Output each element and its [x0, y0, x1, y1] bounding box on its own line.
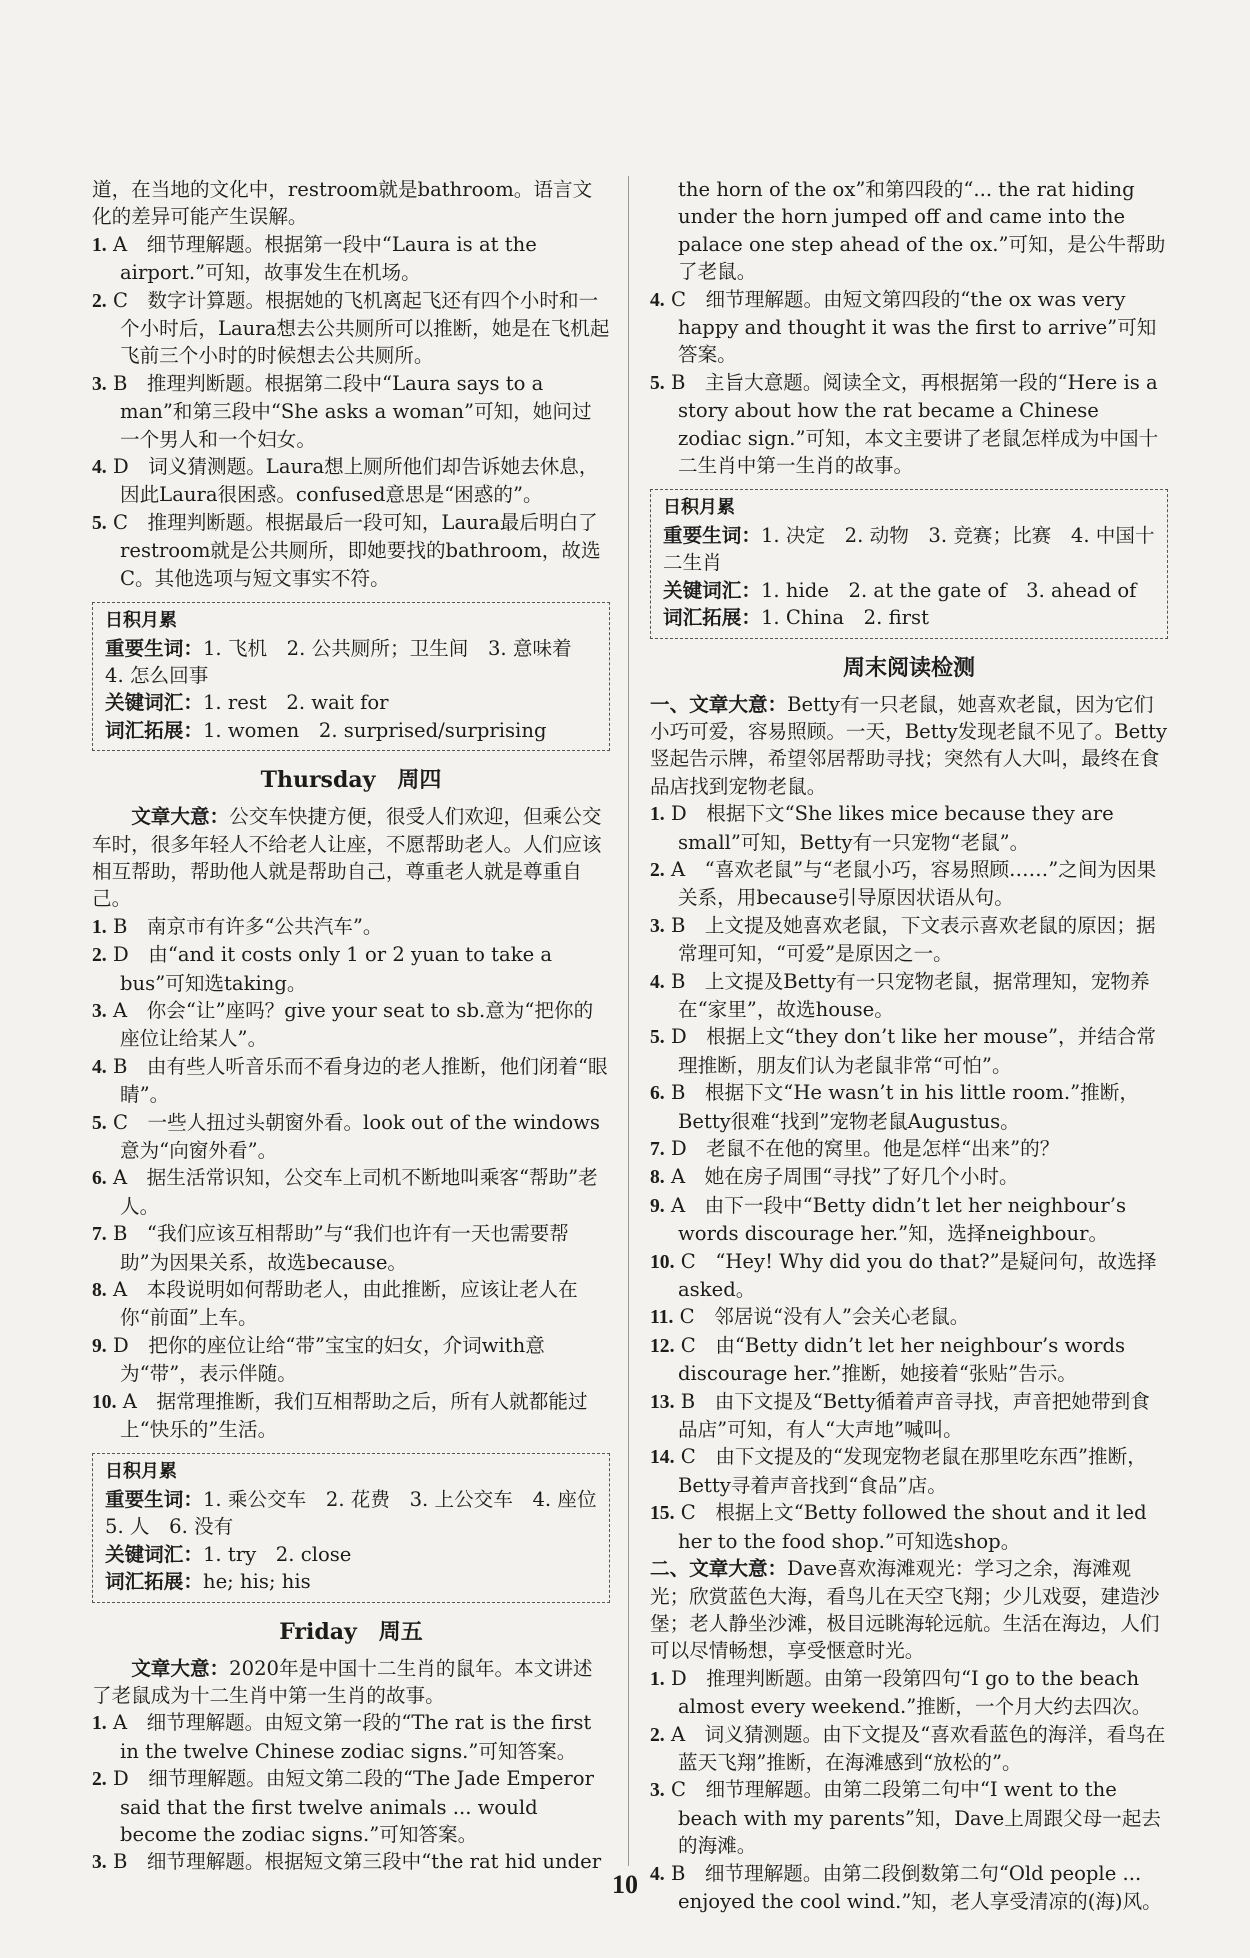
- answer-number: 1.: [92, 1713, 107, 1735]
- answer-text: A 据生活常识知，公交车上司机不断地叫乘客“帮助”老人。: [112, 1166, 598, 1218]
- answer-item: [92, 1388, 610, 1444]
- answer-number: 3.: [650, 1780, 665, 1802]
- answer-text: B 上文提及Betty有一只宠物老鼠，据常理知，宠物养在“家里”，故选house。: [670, 969, 1150, 1021]
- answer-number: 3.: [92, 373, 107, 395]
- answer-item: [92, 913, 610, 941]
- answer-item: [650, 1665, 1168, 1721]
- answer-item: [92, 1332, 610, 1388]
- answer-number: 12.: [650, 1335, 675, 1357]
- answer-item: [650, 1163, 1168, 1191]
- answer-text: D 细节理解题。由短文第二段的“The Jade Emperor said that the first twelve animals ... would become the zodiac signs.”可知答案。: [112, 1767, 594, 1846]
- answer-item: [92, 453, 610, 509]
- answer-number: 9.: [92, 1335, 107, 1357]
- answer-item: [92, 1220, 610, 1276]
- thursday-summary: 文章大意：公交车快捷方便，很受人们欢迎，但乘公交车时，很多年轻人不给老人让座，不愿帮助老人。人们应该相互帮助，帮助他人就是帮助自己，尊重老人就是尊重自己。: [92, 805, 602, 911]
- answer-number: 3.: [92, 1000, 107, 1022]
- answer-item: [650, 1776, 1168, 1859]
- answer-number: 5.: [650, 1027, 665, 1049]
- answer-text: A 本段说明如何帮助老人，由此推断，应该让老人在你“前面”上车。: [112, 1278, 578, 1330]
- answer-text: C 根据上文“Betty followed the shout and it led her to the food shop.”可知选shop。: [678, 1501, 1147, 1553]
- vocab-box: [650, 489, 1168, 638]
- answer-number: 8.: [650, 1167, 665, 1189]
- answer-number: 2.: [650, 1724, 665, 1746]
- friday-heading: Friday 周五: [279, 1618, 423, 1645]
- answer-item: [92, 231, 610, 287]
- answer-text: C 细节理解题。由第二段第二句中“I went to the beach with my parents”知，Dave上周跟父母一起去的海滩。: [670, 1778, 1162, 1858]
- column-divider: [628, 176, 629, 1866]
- answer-number: 4.: [92, 1056, 107, 1078]
- answer-text: B 根据下文“He wasn’t in his little room.”推断，Betty很难“找到”宠物老鼠Augustus。: [670, 1081, 1139, 1133]
- answer-number: 15.: [650, 1503, 675, 1525]
- answer-item: [650, 912, 1168, 968]
- answer-number: 4.: [650, 1863, 665, 1885]
- section-one-summary: 一、文章大意：Betty有一只老鼠，她喜欢老鼠，因为它们小巧可爱，容易照顾。一天，Betty发现老鼠不见了。Betty竖起告示牌，希望邻居帮助寻找；突然有人大叫，最终在食品店找到宠物老鼠。: [650, 692, 1168, 798]
- answer-number: 3.: [650, 915, 665, 937]
- answer-number: 5.: [92, 1112, 107, 1134]
- answer-list: [92, 913, 610, 1444]
- answer-text: D 词义猜测题。Laura想上厕所他们却告诉她去休息，因此Laura很困惑。confused意思是“困惑的”。: [112, 455, 599, 507]
- answer-text: D 根据上文“they don’t like her mouse”，并结合常理推断，朋友们认为老鼠非常“可怕”。: [670, 1025, 1156, 1077]
- answer-item: [92, 1765, 610, 1848]
- answer-item: [650, 1248, 1168, 1304]
- section-two-summary: 二、文章大意：Dave喜欢海滩观光：学习之余，海滩观光；欣赏蓝色大海，看鸟儿在天空飞翔；少儿戏耍，建造沙堡；老人静坐沙滩，极目远眺海轮远航。生活在海边，人们可以尽情畅想，享受惬意时光。: [650, 1557, 1160, 1663]
- answer-text: C “Hey! Why did you do that?”是疑问句，故选择asked。: [678, 1249, 1157, 1302]
- answer-number: 1.: [92, 234, 107, 256]
- right-column: [650, 176, 1168, 1915]
- friday-summary: 文章大意：2020年是中国十二生肖的鼠年。本文讲述了老鼠成为十二生肖中第一生肖的故事。: [92, 1656, 593, 1707]
- answer-text: C 由“Betty didn’t let her neighbour’s words discourage her.”推断，她接着“张贴”告示。: [678, 1333, 1126, 1386]
- answer-text: C 推理判断题。根据最后一段可知，Laura最后明白了restroom就是公共厕所，即她要找的bathroom，故选C。其他选项与短文事实不符。: [112, 510, 601, 590]
- answer-number: 1.: [650, 1668, 665, 1690]
- answer-text: D 根据下文“She likes mice because they are small”可知，Betty有一只宠物“老鼠”。: [670, 802, 1114, 854]
- answer-item: [650, 856, 1168, 912]
- left-column: [92, 176, 617, 1877]
- answer-item: [650, 968, 1168, 1024]
- answer-number: 8.: [92, 1280, 107, 1302]
- answer-item: [650, 1079, 1168, 1135]
- answer-item: [650, 800, 1168, 856]
- answer-number: 11.: [650, 1307, 674, 1329]
- box-line-key: 关键词汇：1. hide 2. at the gate of 3. ahead of: [663, 578, 1137, 602]
- answer-text: B 上文提及她喜欢老鼠，下文表示喜欢老鼠的原因；据常理可知，“可爱”是原因之一。: [670, 913, 1156, 966]
- answer-text: A 细节理解题。由短文第一段的“The rat is the first in the twelve Chinese zodiac signs.”可知答案。: [112, 1711, 592, 1763]
- answer-text: C 一些人扭过头朝窗外看。look out of the windows意为“向窗外看”。: [112, 1110, 600, 1162]
- answer-text: D 老鼠不在他的窝里。他是怎样“出来”的？: [670, 1137, 1060, 1160]
- answer-item: [650, 1388, 1168, 1444]
- answer-item: [650, 1721, 1168, 1777]
- answer-item: [650, 1192, 1168, 1248]
- answer-text: D 推理判断题。由第一段第四句“I go to the beach almost every weekend.”推断，一个月大约去四次。: [670, 1666, 1152, 1719]
- answer-number: 6.: [92, 1168, 107, 1190]
- answer-number: 4.: [92, 457, 107, 479]
- answer-list: [92, 1709, 610, 1876]
- answer-text: C 细节理解题。由短文第四段的“the ox was very happy and thought it was the first to arrive”可知答案。: [670, 287, 1157, 367]
- answer-text: A 由下一段中“Betty didn’t let her neighbour’s words discourage her.”知，选择neighbour。: [670, 1193, 1127, 1246]
- vocab-box: [92, 1453, 617, 1602]
- answer-text: C 由下文提及的“发现宠物老鼠在那里吃东西”推断，Betty寻着声音找到“食品”店。: [678, 1445, 1147, 1497]
- answer-item: [92, 1164, 610, 1220]
- box-line-key: 关键词汇：1. rest 2. wait for: [105, 691, 389, 715]
- answer-number: 4.: [650, 289, 665, 311]
- answer-text: A 你会“让”座吗？give your seat to sb.意为“把你的座位让给某人”。: [112, 998, 594, 1051]
- intro-text: 道，在当地的文化中，restroom就是bathroom。语言文化的差异可能产生误解。: [92, 178, 593, 229]
- answer-text: B 南京市有许多“公共汽车”。: [112, 914, 383, 938]
- box-line-words: 重要生词：1. 决定 2. 动物 3. 竞赛；比赛 4. 中国十二生肖: [663, 523, 1155, 575]
- answer-number: 14.: [650, 1447, 675, 1469]
- answer-item: [650, 1499, 1168, 1555]
- answer-number: 9.: [650, 1195, 665, 1217]
- answer-number: 5.: [650, 372, 665, 394]
- answer-text: B 细节理解题。根据短文第三段中“the rat hid under: [112, 1850, 602, 1874]
- answer-list: [650, 286, 1168, 480]
- box-line-ext: 词汇拓展：he; his; his: [105, 1570, 311, 1594]
- answer-item: [92, 997, 610, 1053]
- box-line-key: 关键词汇：1. try 2. close: [105, 1542, 352, 1566]
- thursday-heading: Thursday 周四: [260, 767, 442, 794]
- answer-text: A 细节理解题。根据第一段中“Laura is at the airport.”可知，故事发生在机场。: [112, 232, 537, 285]
- answer-text: B 推理判断题。根据第二段中“Laura says to a man”和第三段中“She asks a woman”可知，她问过一个男人和一个妇女。: [112, 371, 592, 451]
- answer-item: [92, 509, 610, 592]
- answer-text: D 由“and it costs only 1 or 2 yuan to take a bus”可知选taking。: [112, 943, 553, 995]
- answer-number: 1.: [92, 916, 107, 938]
- answer-item: [650, 1303, 1168, 1331]
- answer-number: 7.: [650, 1139, 665, 1160]
- answer-text: A 词义猜测题。由下文提及“喜欢看蓝色的海洋，看鸟在蓝天飞翔”推断，在海滩感到“放松的”。: [670, 1722, 1166, 1774]
- answer-list: [92, 231, 610, 592]
- answer-number: 4.: [650, 971, 665, 993]
- answer-number: 2.: [92, 1769, 107, 1791]
- answer-number: 13.: [650, 1391, 675, 1413]
- answer-text: C 数字计算题。根据她的飞机离起飞还有四个小时和一个小时后，Laura想去公共厕所可以推断，她是在飞机起飞前三个小时的时候想去公共厕所。: [112, 288, 610, 368]
- answer-list: [650, 800, 1168, 1555]
- box-line-ext: 词汇拓展：1. women 2. surprised/surprising: [105, 718, 547, 742]
- box-line-ext: 词汇拓展：1. China 2. first: [663, 606, 929, 630]
- answer-item: [650, 1443, 1168, 1499]
- continued-text: the horn of the ox”和第四段的“... the rat hiding under the horn jumped off and came into the palace one step ahead of the ox.”可知，是公牛帮助了老鼠。: [678, 178, 1166, 284]
- answer-text: B 细节理解题。由第二段倒数第二句“Old people ... enjoyed the cool wind.”知，老人享受清凉的(海)风。: [670, 1861, 1162, 1913]
- answer-number: 7.: [92, 1224, 107, 1246]
- answer-item: [92, 1276, 610, 1332]
- answer-text: B 主旨大意题。阅读全文，再根据第一段的“Here is a story about how the rat became a Chinese zodiac sign.”可知，本文主要讲了老鼠怎样成为中国十二生肖中第一生肖的故事。: [670, 370, 1159, 478]
- box-title: 日积月累: [105, 610, 177, 632]
- answer-number: 3.: [92, 1852, 107, 1874]
- box-line-words: 重要生词：1. 乘公交车 2. 花费 3. 上公交车 4. 座位 5. 人 6. 没有: [105, 1487, 617, 1539]
- answer-item: [650, 1332, 1168, 1388]
- answer-item: [650, 1023, 1168, 1079]
- answer-number: 5.: [92, 512, 107, 534]
- box-title: 日积月累: [663, 497, 735, 519]
- answer-number: 2.: [92, 945, 107, 967]
- box-title: 日积月累: [105, 1461, 177, 1483]
- answer-number: 2.: [650, 859, 665, 881]
- answer-text: B 由下文提及“Betty循着声音寻找，声音把她带到食品店”可知，有人“大声地”喊叫。: [678, 1389, 1150, 1442]
- answer-item: [92, 1709, 610, 1765]
- vocab-box: [92, 602, 610, 751]
- page-number: 10: [612, 1870, 638, 1899]
- answer-text: B “我们应该互相帮助”与“我们也许有一天也需要帮助”为因果关系，故选because。: [112, 1222, 569, 1274]
- answer-text: D 把你的座位让给“带”宝宝的妇女，介词with意为“带”，表示伴随。: [112, 1333, 545, 1386]
- answer-item: [92, 370, 610, 453]
- answer-item: [650, 286, 1168, 369]
- answer-text: A 据常理推断，我们互相帮助之后，所有人就都能过上“快乐的”生活。: [120, 1389, 588, 1442]
- answer-item: [92, 1109, 610, 1165]
- answer-item: [92, 941, 610, 997]
- answer-number: 1.: [650, 804, 665, 826]
- answer-number: 10.: [92, 1391, 117, 1413]
- answer-text: B 由有些人听音乐而不看身边的老人推断，他们闭着“眼睛”。: [112, 1054, 608, 1107]
- answer-item: [92, 287, 610, 370]
- weekend-heading: 周末阅读检测: [842, 654, 975, 681]
- answer-text: A 她在房子周围“寻找”了好几个小时。: [670, 1165, 1019, 1189]
- answer-item: [650, 369, 1168, 480]
- answer-item: [92, 1053, 610, 1109]
- box-line-words: 重要生词：1. 飞机 2. 公共厕所；卫生间 3. 意味着 4. 怎么回事: [105, 636, 592, 687]
- answer-number: 10.: [650, 1251, 675, 1273]
- answer-text: C 邻居说“没有人”会关心老鼠。: [679, 1305, 970, 1329]
- answer-text: A “喜欢老鼠”与“老鼠小巧，容易照顾……”之间为因果关系，用because引导原因状语从句。: [670, 857, 1157, 910]
- answer-number: 6.: [650, 1083, 665, 1105]
- answer-item: [650, 1135, 1168, 1163]
- answer-number: 2.: [92, 290, 107, 312]
